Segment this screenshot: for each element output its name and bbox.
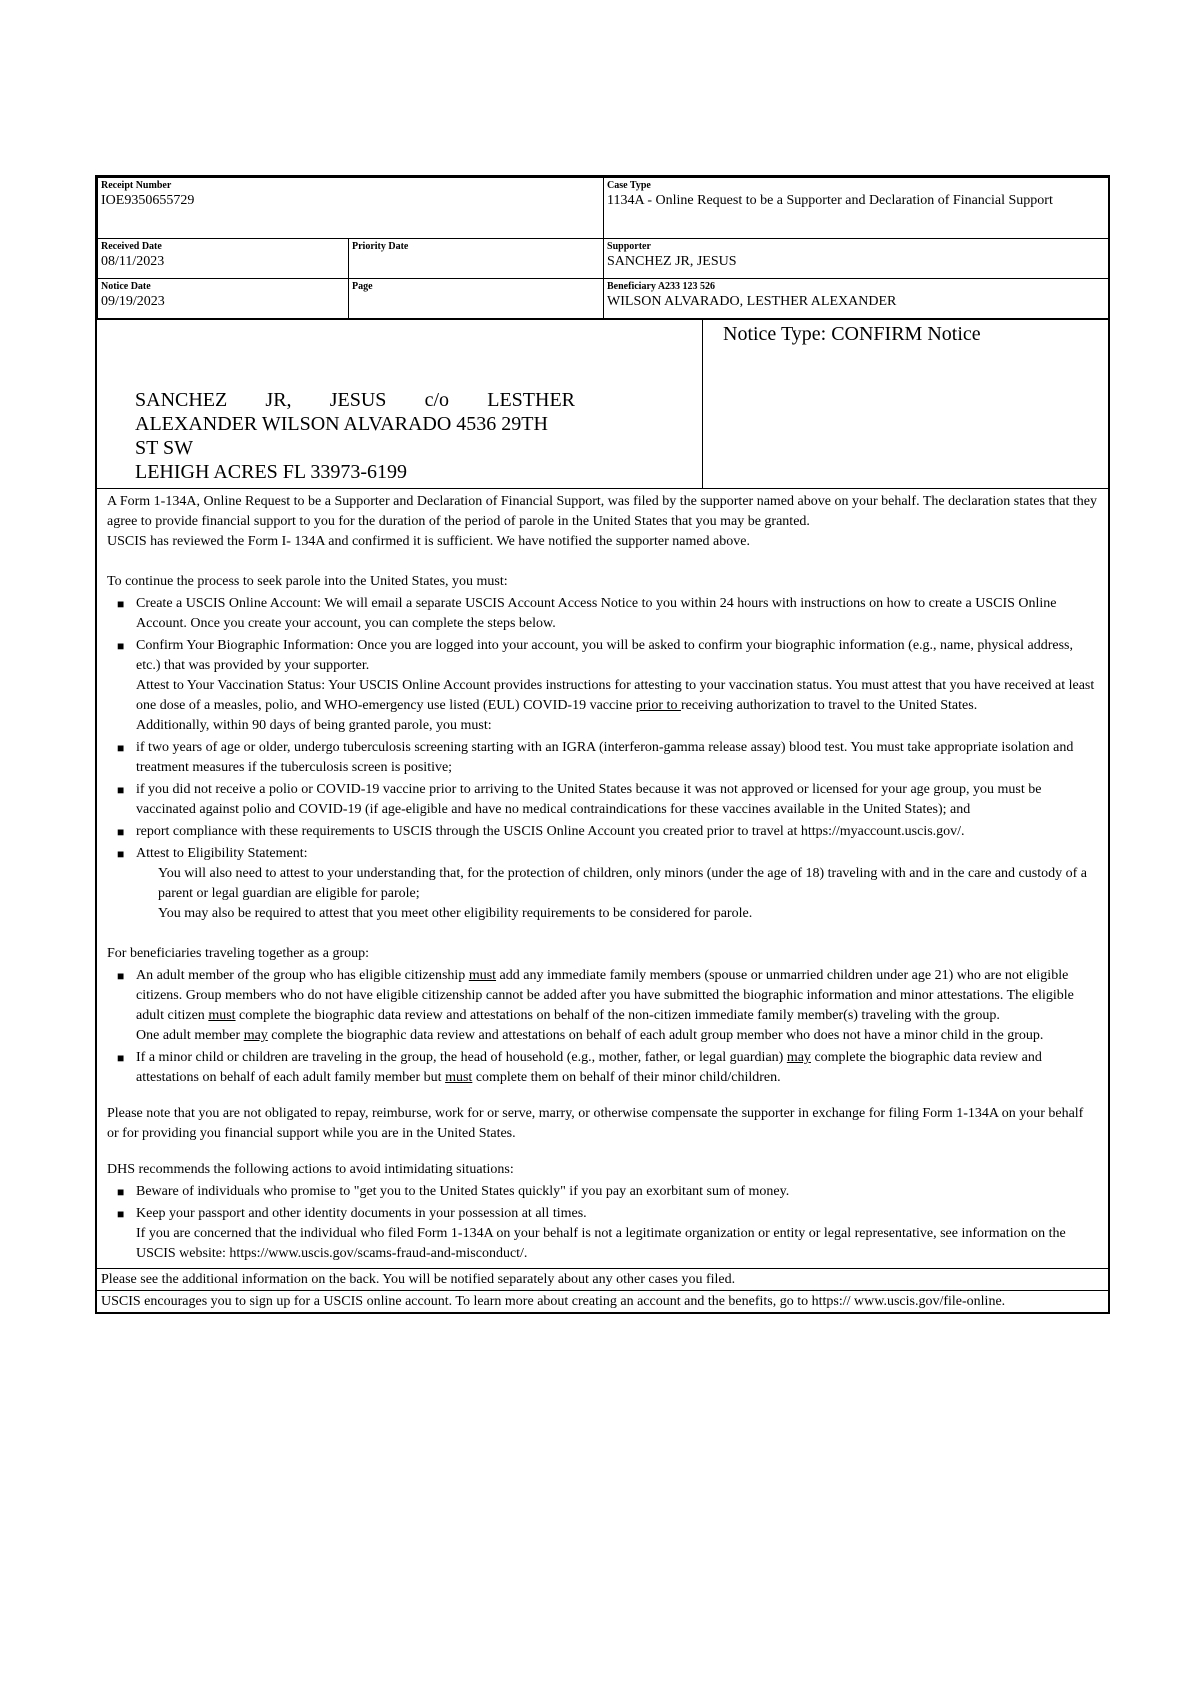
footer-online-account: USCIS encourages you to sign up for a USCIS online account. To learn more about creating an account and the benefits, go to https:// www.uscis.gov/file-online. xyxy=(97,1290,1108,1312)
received-date-label: Received Date xyxy=(101,241,162,252)
list-item: ■ An adult member of the group who has eligible citizenship must add any immediate family members (spouse or unmarried children under age 21) who are not eligible citizens. Group members who do not have eligible citizenship cannot be added after you have submitted the biographic information and minor attestations. The eligible adult citizen must complete the biographic data review and attestations on behalf of the non-citizen immediate family member(s) traveling with the group. One adult member may complete the biographic data review and attestations on behalf of each adult group member who does not have a minor child in the group. xyxy=(107,966,1098,1046)
notice-type: Notice Type: CONFIRM Notice xyxy=(723,323,981,345)
receipt-number-cell xyxy=(98,178,604,239)
priority-date-cell xyxy=(349,239,604,279)
eligibility-text-b: You may also be required to attest that you meet other eligibility requirements to be considered for parole. xyxy=(158,906,753,921)
review-paragraph: USCIS has reviewed the Form I- 134A and confirmed it is sufficient. We have notified the supporter named above. xyxy=(107,534,750,549)
group-paragraph: For beneficiaries traveling together as a group: xyxy=(107,946,370,961)
beneficiary-label: Beneficiary A233 123 526 xyxy=(607,281,716,292)
receipt-number-value: IOE9350655729 xyxy=(101,193,195,208)
case-type-value: 1134A - Online Request to be a Supporter and Declaration of Financial Support xyxy=(607,193,1053,208)
address-section xyxy=(97,319,1108,488)
dhs-paragraph: DHS recommends the following actions to avoid intimidating situations: xyxy=(107,1162,514,1177)
page-label: Page xyxy=(352,281,373,292)
intro-paragraph: A Form 1-134A, Online Request to be a Supporter and Declaration of Financial Support, was filed by the supporter named above on your behalf. The declaration states that they agree to provide financial support to you for the duration of the period of parole in the United States that you may be granted. xyxy=(107,494,1097,529)
address-line-3: ST SW xyxy=(135,437,193,459)
received-date-value: 08/11/2023 xyxy=(101,254,165,269)
supporter-value: SANCHEZ JR, JESUS xyxy=(607,254,737,269)
list-item: ■ if two years of age or older, undergo tuberculosis screening starting with an IGRA (interferon-gamma release assay) blood test. You must take appropriate isolation and treatment measures if the tuberculosis screen is positive; xyxy=(117,740,1074,775)
list-item: ■ Create a USCIS Online Account: We will email a separate USCIS Account Access Notice to you within 24 hours with instructions on how to create a USCIS Online Account. Once you create your account, you can complete the steps below. xyxy=(117,596,1057,631)
list-item: ■ if you did not receive a polio or COVID-19 vaccine prior to arriving to the United States because it was not approved or licensed for your age group, you must be vaccinated against polio and COVID-19 (if age-eligible and have no medical contraindications for these vaccines available in the United States); and xyxy=(117,782,1042,817)
notice-date-cell xyxy=(98,279,349,319)
address-line-4: LEHIGH ACRES FL 33973-6199 xyxy=(135,461,408,483)
obligation-paragraph: Please note that you are not obligated to repay, reimburse, work for or serve, marry, or otherwise compensate the supporter in exchange for filing Form 1-134A on your behalf or for providing you financial support while you are in the United States. xyxy=(107,1106,1084,1141)
mailing-address-block xyxy=(97,320,703,488)
additional-text: Additionally, within 90 days of being granted parole, you must: xyxy=(136,718,492,733)
notice-body xyxy=(97,488,1108,1268)
list-item: ■ Keep your passport and other identity documents in your possession at all times. If you are concerned that the individual who filed Form 1-134A on your behalf is not a legitimate organization or entity or legal representative, see information on the USCIS website: https://www.uscis.gov/scams-fraud-and-misconduct/. xyxy=(107,1204,1098,1264)
footer-additional-info: Please see the additional information on the back. You will be notified separately about any other cases you filed. xyxy=(97,1268,1108,1290)
concern-text: If you are concerned that the individual who filed Form 1-134A on your behalf is not a legitimate organization or entity or legal representative, see information on the USCIS website: https://www.uscis.gov/scams-fraud-and-misconduct/. xyxy=(136,1226,1066,1261)
group-list xyxy=(107,966,1098,1088)
list-item: ■ If a minor child or children are traveling in the group, the head of household (e.g., mother, father, or legal guardian) may complete the biographic data review and attestations on behalf of each adult family member but must complete them on behalf of their minor child/children. xyxy=(117,1050,1042,1085)
address-line-1: SANCHEZ JR, JESUS c/o LESTHER xyxy=(135,389,575,411)
receipt-number-label: Receipt Number xyxy=(101,180,172,191)
vaccination-text: Attest to Your Vaccination Status: Your USCIS Online Account provides instructions for attesting to your vaccination status. You must attest that you have received at least one dose of a measles, polio, and WHO-emergency use listed (EUL) COVID-19 vaccine prior to receiving authorization to travel to the United States. xyxy=(136,678,1095,713)
supporter-cell xyxy=(604,239,1109,279)
eligibility-text-a: You will also need to attest to your understanding that, for the protection of children, only minors (under the age of 18) traveling with and in the care and custody of a parent or legal guardian are eligible for parole; xyxy=(158,866,1087,901)
notice-date-value: 09/19/2023 xyxy=(101,294,165,309)
mailing-address xyxy=(135,388,575,484)
page-cell xyxy=(349,279,604,319)
case-type-label: Case Type xyxy=(607,180,651,191)
list-item: ■ report compliance with these requirements to USCIS through the USCIS Online Account you created prior to travel at https://myaccount.uscis.gov/. xyxy=(117,824,965,839)
continue-paragraph: To continue the process to seek parole into the United States, you must: xyxy=(107,574,508,589)
case-type-cell xyxy=(604,178,1109,239)
notice-date-label: Notice Date xyxy=(101,281,151,292)
list-item: ■ Confirm Your Biographic Information: Once you are logged into your account, you will be asked to confirm your biographic information (e.g., name, physical address, etc.) that was provided by your supporter. Attest to Your Vaccination Status: Your USCIS Online Account provides instructions for attesting to your vaccination status. You must attest that you have received at least one dose of a measles, polio, and WHO-emergency use listed (EUL) COVID-19 vaccine prior to receiving authorization to travel to the United States. Additionally, within 90 days of being granted parole, you must: xyxy=(107,636,1098,736)
list-item: ■ Attest to Eligibility Statement: You will also need to attest to your understanding that, for the protection of children, only minors (under the age of 18) traveling with and in the care and custody of a parent or legal guardian are eligible for parole; You may also be required to attest that you meet other eligibility requirements to be considered for parole. xyxy=(107,844,1098,924)
dhs-list xyxy=(107,1182,1098,1264)
priority-date-label: Priority Date xyxy=(352,241,409,252)
notice-header-table xyxy=(97,177,1109,319)
notice-document xyxy=(95,175,1110,1314)
group-adult-text: One adult member may complete the biographic data review and attestations on behalf of each adult group member who does not have a minor child in the group. xyxy=(136,1028,1044,1043)
address-line-2: ALEXANDER WILSON ALVARADO 4536 29TH xyxy=(135,413,548,435)
list-item: ■ Beware of individuals who promise to "get you to the United States quickly" if you pay an exorbitant sum of money. xyxy=(117,1184,790,1199)
beneficiary-value: WILSON ALVARADO, LESTHER ALEXANDER xyxy=(607,294,897,309)
received-date-cell xyxy=(98,239,349,279)
supporter-label: Supporter xyxy=(607,241,651,252)
beneficiary-cell xyxy=(604,279,1109,319)
steps-list xyxy=(107,594,1098,924)
